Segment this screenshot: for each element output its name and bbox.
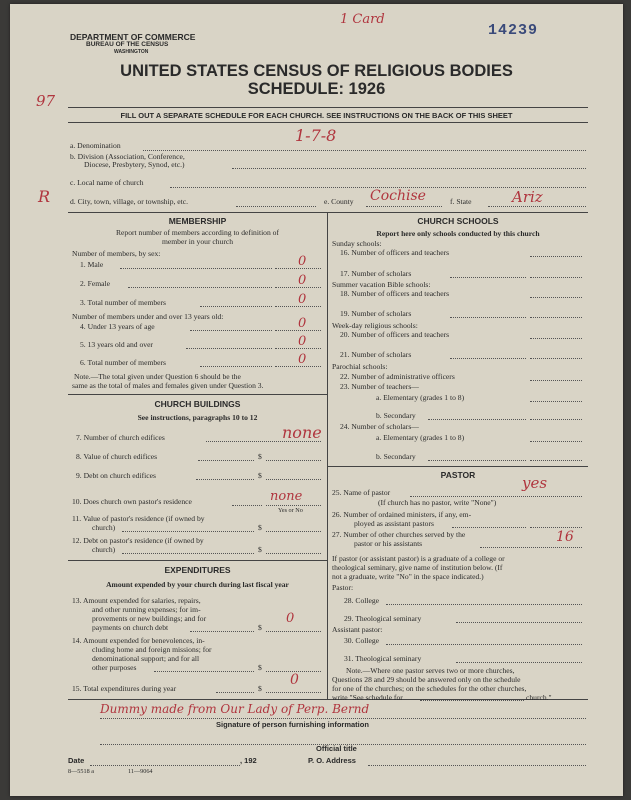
q22-label: 22. Number of administrative officers <box>340 372 455 381</box>
total-members-value[interactable]: 0 <box>298 292 307 307</box>
dollar-sign: $ <box>258 663 262 672</box>
q26-line-2: ployed as assistant pastors <box>354 519 434 528</box>
q19-label: 19. Number of scholars <box>340 309 412 318</box>
q23b-label: b. Secondary <box>376 411 416 420</box>
year-label: , 192 <box>240 756 257 765</box>
under13-value[interactable]: 0 <box>298 316 307 331</box>
dollar-sign: $ <box>258 523 262 532</box>
edifices-value[interactable]: none <box>282 423 322 442</box>
male-label: 1. Male <box>80 260 104 269</box>
q24b-label: b. Secondary <box>376 452 416 461</box>
q17-label: 17. Number of scholars <box>340 269 412 278</box>
over13-label: 5. 13 years old and over <box>80 340 153 349</box>
q23-label: 23. Number of teachers— <box>340 382 419 391</box>
county-label: e. County <box>324 197 354 206</box>
pastor-note-5: church." <box>526 693 552 702</box>
county-value[interactable]: Cochise <box>370 188 426 204</box>
membership-note-2: same as the total of males and females given under Question 3. <box>72 381 264 390</box>
residence-debt-label-1: 12. Debt on pastor's residence (if owned by <box>72 536 204 545</box>
residence-value-label-2: church) <box>92 523 116 532</box>
pastor-note-2: Questions 28 and 29 should be answered only on the schedule <box>332 675 521 684</box>
dollar-sign: $ <box>258 471 262 480</box>
q20-label: 20. Number of officers and teachers <box>340 330 450 339</box>
handwritten-signature: Dummy made from Our Lady of Perp. Bernd <box>100 702 370 716</box>
handwritten-margin-R: R <box>38 187 51 206</box>
summer-label: Summer vacation Bible schools: <box>332 280 431 289</box>
pastor-note-4: write "See schedule for <box>332 693 403 702</box>
buildings-heading: CHURCH BUILDINGS <box>154 399 241 409</box>
pastor-seminary-label: 29. Theological seminary <box>344 614 422 623</box>
pastor-none-note: (If church has no pastor, write "None") <box>378 498 497 507</box>
stamp-number: 14239 <box>488 22 539 39</box>
handwritten-margin-number: 97 <box>36 92 56 110</box>
dollar-sign: $ <box>258 623 262 632</box>
q24-label: 24. Number of scholars— <box>340 422 419 431</box>
q13-line-3: provements or new buildings; and for <box>92 614 207 623</box>
edifices-label: 7. Number of church edifices <box>76 433 165 442</box>
residence-label: 10. Does church own pastor's residence <box>72 497 192 506</box>
q26-line-1: 26. Number of ordained ministers, if any, em- <box>332 510 472 519</box>
total-age-value[interactable]: 0 <box>298 352 307 367</box>
q14-line-1: 14. Amount expended for benevolences, in- <box>72 636 205 645</box>
division-label-1: b. Division (Association, Conference, <box>70 152 185 161</box>
over13-value[interactable]: 0 <box>298 334 307 349</box>
handwritten-card-note: 1 Card <box>340 12 385 27</box>
q13-line-2: and other running expenses; for im- <box>92 605 201 614</box>
assistant-college-label: 30. College <box>344 636 380 645</box>
form-number: 8—5518 a <box>68 768 94 775</box>
form-title: UNITED STATES CENSUS OF RELIGIOUS BODIES <box>120 62 513 80</box>
q16-label: 16. Number of officers and teachers <box>340 248 450 257</box>
residence-value[interactable]: none <box>270 489 303 504</box>
pastor-name-value[interactable]: yes <box>522 474 548 492</box>
q14-line-3: denominational support; and for all <box>92 654 200 663</box>
bureau-name: BUREAU OF THE CENSUS <box>86 41 169 48</box>
membership-note-1: Note.—The total given under Question 6 should be the <box>74 372 241 381</box>
expenditures-subheading: Amount expended by your church during last fiscal year <box>106 580 289 589</box>
buildings-subheading: See instructions, paragraphs 10 to 12 <box>137 413 258 422</box>
female-value[interactable]: 0 <box>298 273 307 288</box>
pastor-note-1: Note.—Where one pastor serves two or more churches, <box>346 666 515 675</box>
instruction-line: FILL OUT A SEPARATE SCHEDULE FOR EACH CHURCH. SEE INSTRUCTIONS ON THE BACK OF THIS SHEET <box>120 111 513 120</box>
total-members-label: 3. Total number of members <box>80 298 167 307</box>
date-label: Date <box>68 756 85 765</box>
yes-no-caption: Yes or No <box>278 507 303 514</box>
dept-name: DEPARTMENT OF COMMERCE <box>70 32 196 42</box>
pastor-note-3: for one of the churches; on the schedules for the other churches, <box>332 684 527 693</box>
assistant-subheading: Assistant pastor: <box>332 625 383 634</box>
pastor-name-label: 25. Name of pastor <box>332 488 391 497</box>
weekday-label: Week-day religious schools: <box>332 321 418 330</box>
female-label: 2. Female <box>80 279 110 288</box>
signature-label: Signature of person furnishing information <box>216 720 369 729</box>
city-name: WASHINGTON <box>114 49 149 55</box>
state-value[interactable]: Ariz <box>512 188 543 206</box>
q24a-label: a. Elementary (grades 1 to 8) <box>376 433 465 442</box>
form-subtitle: SCHEDULE: 1926 <box>247 80 386 98</box>
schools-intro: Report here only schools conducted by this church <box>376 229 540 238</box>
denomination-label: a. Denomination <box>70 141 121 150</box>
parochial-label: Parochial schools: <box>332 362 388 371</box>
city-label: d. City, town, village, or township, etc. <box>70 197 189 206</box>
q18-label: 18. Number of officers and teachers <box>340 289 450 298</box>
other-churches-value[interactable]: 16 <box>556 529 574 545</box>
sunday-label: Sunday schools: <box>332 239 382 248</box>
membership-intro-1: Report number of members according to definition of <box>115 228 279 237</box>
pastor-heading: PASTOR <box>440 470 476 480</box>
q14-line-2: cluding home and foreign missions; for <box>92 645 212 654</box>
print-number: 11—9064 <box>128 768 153 775</box>
official-title-label: Official title <box>316 744 357 753</box>
schools-heading: CHURCH SCHOOLS <box>417 216 499 226</box>
by-sex-label: Number of members, by sex: <box>72 249 161 258</box>
membership-heading: MEMBERSHIP <box>168 216 227 226</box>
age-label: Number of members under and over 13 years old: <box>72 312 224 321</box>
q13-line-1: 13. Amount expended for salaries, repairs, <box>72 596 201 605</box>
total-age-label: 6. Total number of members <box>80 358 167 367</box>
under13-label: 4. Under 13 years of age <box>80 322 155 331</box>
pastor-subheading: Pastor: <box>332 583 354 592</box>
expenditures-heading: EXPENDITURES <box>164 565 231 575</box>
q23a-label: a. Elementary (grades 1 to 8) <box>376 393 465 402</box>
total-expenditures-value[interactable]: 0 <box>290 672 299 688</box>
state-label: f. State <box>450 197 472 206</box>
graduate-note-3: not a graduate, write "No" in the space indicated.) <box>332 572 484 581</box>
division-label-2: Diocese, Presbytery, Synod, etc.) <box>84 160 185 169</box>
q14-line-4: other purposes <box>92 663 137 672</box>
residence-value-label-1: 11. Value of pastor's residence (if owned by <box>72 514 205 523</box>
census-schedule-sheet <box>10 4 623 796</box>
church-name-label: c. Local name of church <box>70 178 144 187</box>
q13-line-4: payments on church debt <box>92 623 169 632</box>
dollar-sign: $ <box>258 452 262 461</box>
edifice-debt-label: 9. Debt on church edifices <box>76 471 156 480</box>
q21-label: 21. Number of scholars <box>340 350 412 359</box>
q27-line-1: 27. Number of other churches served by the <box>332 530 466 539</box>
assistant-seminary-label: 31. Theological seminary <box>344 654 422 663</box>
q27-line-2: pastor or his assistants <box>354 539 423 548</box>
edifice-value-label: 8. Value of church edifices <box>76 452 158 461</box>
denomination-value[interactable]: 1-7-8 <box>295 126 337 145</box>
graduate-note-2: theological seminary, give name of institution below. (If <box>332 563 503 572</box>
dollar-sign: $ <box>258 545 262 554</box>
male-value[interactable]: 0 <box>298 254 307 269</box>
dollar-sign: $ <box>258 684 262 693</box>
po-address-label: P. O. Address <box>308 756 356 765</box>
graduate-note-1: If pastor (or assistant pastor) is a graduate of a college or <box>332 554 505 563</box>
total-expenditures-label: 15. Total expenditures during year <box>72 684 177 693</box>
membership-intro-2: member in your church <box>161 237 234 246</box>
pastor-college-label: 28. College <box>344 596 380 605</box>
running-expenses-value[interactable]: 0 <box>286 611 295 626</box>
residence-debt-label-2: church) <box>92 545 116 554</box>
